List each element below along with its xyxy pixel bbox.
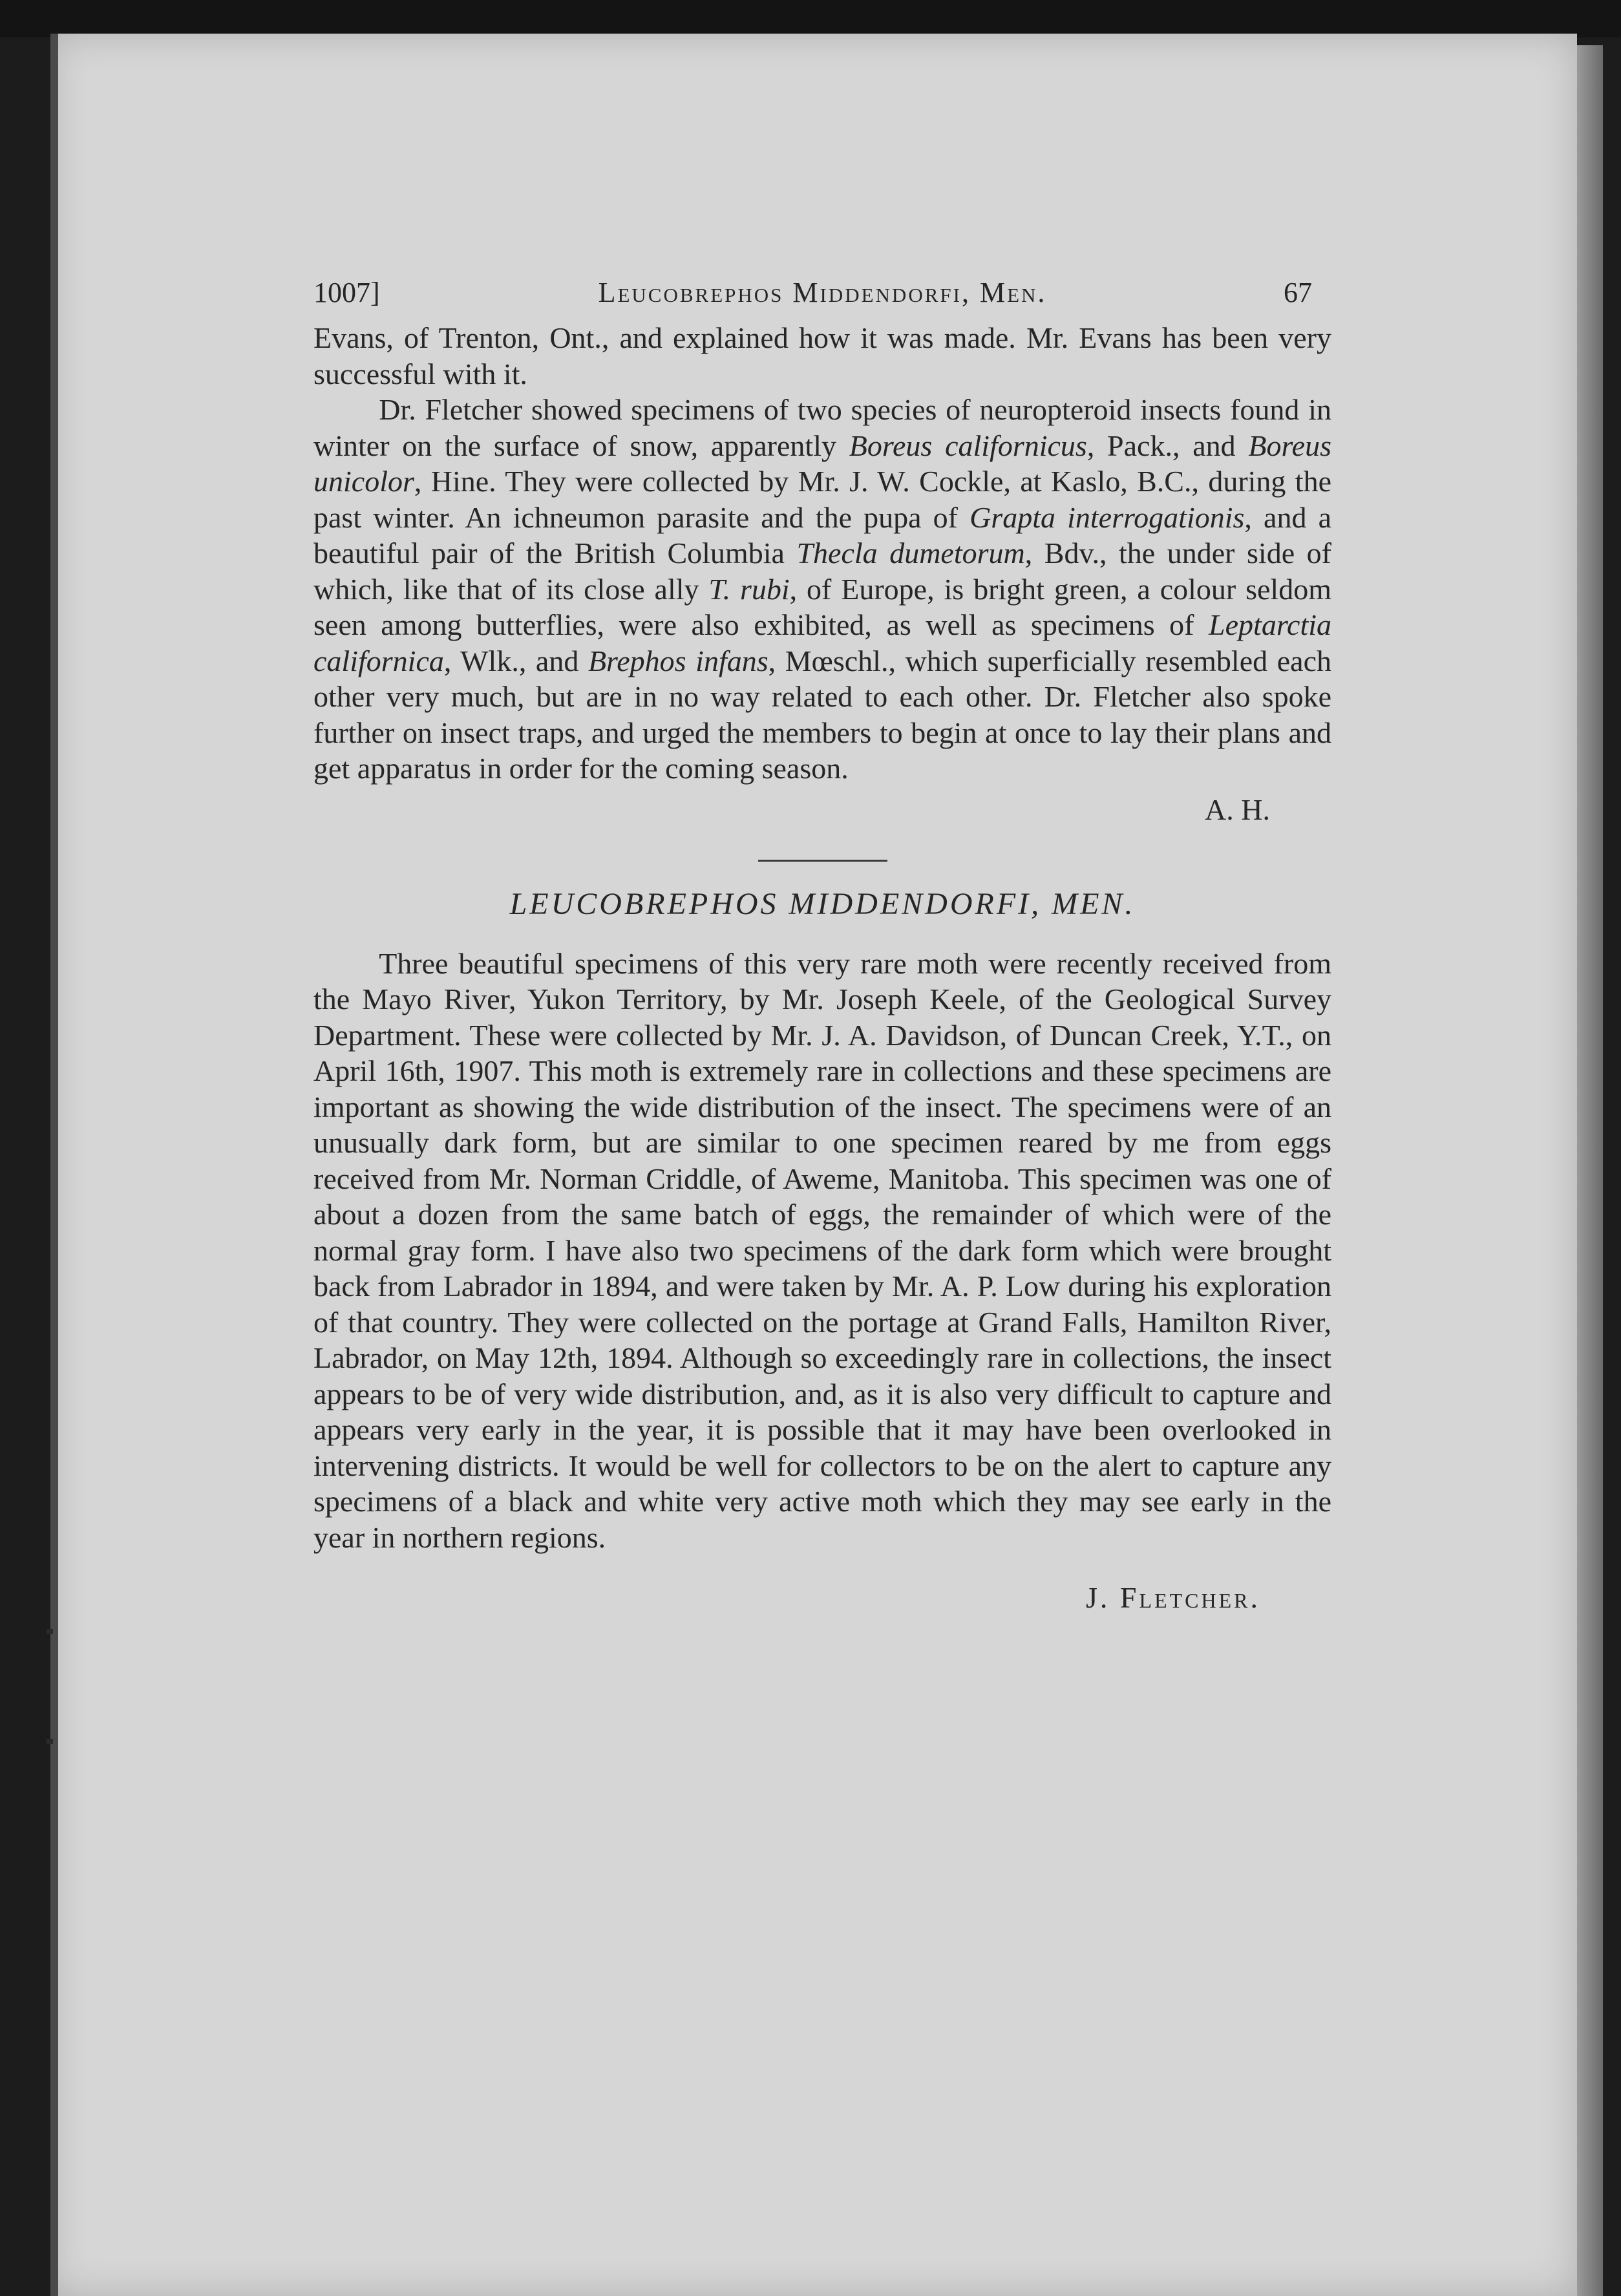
- species-name: Boreus unicolor: [313, 429, 1331, 498]
- page-number: 67: [1284, 277, 1312, 308]
- paragraph-text: , of Europe, is bright green, a colour seldom seen among butterflies, were also exhibited, as well as specimens of: [313, 572, 1331, 641]
- species-name: Thecla dumetorum: [796, 537, 1025, 569]
- page-right-edge: [1577, 45, 1603, 2296]
- species-name: Grapta interrogationis: [969, 500, 1245, 534]
- paragraph-text: , Bdv., the under side of which, like that of its close ally: [313, 537, 1331, 606]
- paragraph-text: , Mœschl., which superficially resembled each other very much, but are in no way related to each other. Dr. Fletcher also spoke further on insect traps, and urged the members to begin at once to lay their plans and get apparatus in order for the coming season.: [313, 644, 1331, 785]
- species-name: T. rubi: [708, 572, 790, 606]
- prior-article-initials: A. H.: [1205, 792, 1270, 826]
- running-head-title: Leucobrephos Middendorfi, Men.: [598, 277, 1047, 308]
- paragraph-text: Dr. Fletcher showed specimens of two species of neuropteroid insects found in winter on the surface of snow, apparently: [313, 393, 1331, 462]
- section-divider: [758, 860, 887, 862]
- species-name: Brephos infans: [588, 644, 768, 677]
- prior-article-paragraph-2: [313, 392, 1331, 787]
- article-body: Three beautiful specimens of this very rare moth were recently received from the Mayo River, Yukon Territory, by Mr. Joseph Keele, of the Geological Survey Department. These were collected by Mr. J. A. Davidson, of Duncan Creek, Y.T., on April 16th, 1907. This moth is extremely rare in collections and these specimens are important as showing the wide distribution of the insect. The specimens were of an unusually dark form, but are similar to one specimen reared by me from eggs received from Mr. Norman Criddle, of Aweme, Manitoba. This specimen was one of about a dozen from the same batch of eggs, the remainder of which were of the normal gray form. I have also two specimens of the dark form which were brought back from Labrador in 1894, and were taken by Mr. A. P. Low during his exploration of that country. They were collected on the portage at Grand Falls, Hamilton River, Labrador, on May 12th, 1894. Although so exceedingly rare in collections, the insect appears to be of very wide distribution, and, as it is also very difficult to capture and appears very early in the year, it is possible that it may have been overlooked in intervening districts. It would be well for collectors to be on the alert to capture any specimens of a black and white very active moth which they may see early in the year in northern regions.: [313, 946, 1331, 1554]
- running-head: [313, 275, 1331, 320]
- article-signature: J. Fletcher.: [1086, 1581, 1260, 1614]
- species-name: Boreus californicus: [849, 429, 1087, 462]
- margin-mark: [47, 1629, 53, 1634]
- article-title: LEUCOBREPHOS MIDDENDORFI, MEN.: [509, 887, 1136, 921]
- margin-mark: [47, 1739, 53, 1744]
- page-spine-edge: [50, 34, 58, 2296]
- paragraph-text: , Pack., and: [1086, 429, 1249, 462]
- paragraph-text: , and a beautiful pair of the British Columbia: [313, 500, 1331, 569]
- prior-article-paragraph-1: Evans, of Trenton, Ont., and explained how it was made. Mr. Evans has been very successful with it.: [313, 321, 1331, 390]
- running-head-issue: 1007]: [313, 277, 380, 308]
- species-name: Leptarctia californica: [313, 608, 1331, 677]
- scan-top-border: [0, 0, 1621, 37]
- paragraph-text: , Wlk., and: [443, 644, 588, 677]
- paragraph-text: , Hine. They were collected by Mr. J. W. Cockle, at Kaslo, B.C., during the past winter. An ichneumon parasite and the pupa of: [313, 465, 1331, 534]
- page-text: [313, 275, 1331, 1616]
